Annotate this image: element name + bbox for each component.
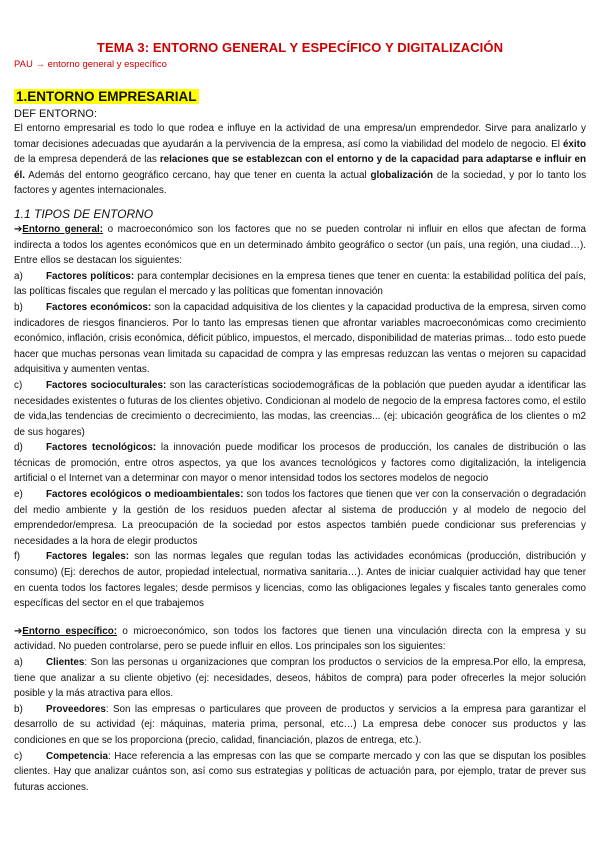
arrow-icon: ➔	[14, 625, 23, 637]
arrow-icon: ➔	[14, 223, 23, 235]
text-run: de la empresa dependerá de las	[14, 154, 160, 166]
general-factors-list	[14, 269, 586, 612]
list-item-title: Clientes	[46, 657, 85, 668]
list-item-text: son las normas legales que regulan todas las actividades económicas (producción, distribución y consumo) (Ej: derechos de autor, propiedad intelectual, normativa sanitaria…). Antes de iniciar cualquier actividad hay que tener en cuenta todos los factores legales; desde permisos y licencias, como las obligaciones legales y fiscales tanto generales como específicas del sector en el que trabajemos	[14, 551, 586, 610]
list-item	[14, 378, 586, 440]
entorno-especifico-paragraph	[14, 624, 586, 655]
list-item-text: : Son las empresas o particulares que proveen de productos y servicios a la empresa para garantizar el desarrollo de su actividad (ej: máquinas, materia prima, personal, etc…) La empresa debe conocer sus productos y las condiciones en que se los proporciona (precio, calidad, financiación, plazos de entrega, etc.).	[14, 703, 586, 746]
list-item-letter: e)	[14, 489, 23, 501]
list-item-title: Proveedores	[46, 703, 106, 715]
list-item	[14, 487, 586, 549]
list-item-title: Competencia	[46, 750, 109, 762]
text-run: de la sociedad, y por lo tanto los factores y agentes internacionales.	[14, 169, 587, 197]
entorno-general-label: Entorno general:	[22, 223, 104, 235]
list-item-title: Factores ecológicos o medioambientales:	[46, 489, 244, 501]
list-item	[14, 440, 586, 487]
list-item-title: Factores socioculturales:	[46, 379, 167, 391]
list-item	[14, 749, 586, 796]
list-item-letter: b)	[14, 703, 23, 715]
list-item-text: son la capacidad adquisitiva de los clientes y la capacidad productiva de la empresa, sirven como indicadores de riesgos financieros. Por lo tanto las empresas tienen que afrontar variables macroeconómicas como crecimiento económico, inflación, crisis económica, déficit público, impuestos, el mercado, disponibilidad de materias primas... todo esto puede hacer que muchas personas vean limitada su capacidad de compra y las empresas reduzcan las ventas o mejoren su capacidad adquisitiva y aumenten ventas.	[14, 301, 586, 376]
section-heading-entorno-empresarial: 1.ENTORNO EMPRESARIAL	[16, 89, 197, 104]
list-item-letter: a)	[14, 270, 23, 282]
list-item-letter: a)	[14, 657, 23, 668]
list-item-title: Factores tecnológicos:	[46, 442, 157, 454]
list-item	[14, 702, 586, 749]
definition-label: DEF ENTORNO:	[14, 108, 97, 120]
definition-paragraph	[14, 121, 586, 199]
list-item-letter: b)	[14, 301, 23, 313]
section-heading-tipos-de-entorno: 1.1 TIPOS DE ENTORNO	[14, 206, 154, 221]
list-item-text: : Son las personas u organizaciones que compran los productos o servicios de la empresa.Por ello, la empresa, tiene que analizar a su cliente objetivo (ej: necesidades, deseos, hábitos de compra) para poder ofrecerles la mejor solución posible y la más atractiva para ellos.	[14, 657, 586, 700]
specific-factors-list	[14, 655, 586, 795]
list-item-letter: d)	[14, 442, 23, 454]
list-item-letter: c)	[14, 750, 23, 762]
bold-term: relaciones que se establezcan con el entorno y de la capacidad para adaptarse e influir en él.	[14, 154, 586, 181]
entorno-especifico-label: Entorno específico:	[22, 625, 118, 637]
list-item-title: Factores políticos:	[46, 270, 135, 282]
document-subtitle: PAU → entorno general y específico	[14, 59, 167, 70]
bold-term: éxito	[562, 138, 586, 150]
list-item	[14, 655, 586, 702]
document-title: TEMA 3: ENTORNO GENERAL Y ESPECÍFICO Y DIGITALIZACIÓN	[96, 40, 504, 55]
text-run: Además del entorno geográfico cercano, hay que tener en cuenta la actual	[24, 169, 371, 181]
list-item-letter: c)	[14, 379, 23, 391]
list-item	[14, 549, 586, 611]
bold-term: globalización	[370, 169, 434, 181]
list-item	[14, 269, 586, 300]
list-item-title: Factores legales:	[46, 551, 130, 563]
entorno-especifico-text: o microeconómico, son todos los factores que tienen una vinculación directa con la empresa y su actividad. No pueden controlarse, pero se puede influir en ellos. Los principales son los siguientes:	[14, 625, 586, 653]
entorno-general-paragraph	[14, 222, 586, 269]
list-item-text: la innovación puede modificar los procesos de producción, los canales de distribución o las técnicas de promoción, entre otros aspectos, ya que los avances tecnológicos y factores como digitalización, la inteligencia artificial o el Internet van a determinar con mayor o menor intensidad todos los sectores modelos de negocio	[14, 442, 586, 485]
list-item-letter: f)	[14, 551, 21, 563]
list-item	[14, 300, 586, 378]
list-item-text: para contemplar decisiones en la empresa tienes que tener en cuenta: la estabilidad política del país, las políticas fiscales que regulan el mercado y las políticas que fomentan innovación	[14, 270, 587, 298]
list-item-text: son todos los factores que tienen que ver con la conservación o degradación del medio ambiente y la gestión de los residuos pueden afectar al sistema de producción y al modelo de negocio del emprendedor/empresa. La preocupación de la sociedad por estos aspectos también puede condicionar sus preferencias y necesidades a la hora de elegir productos	[14, 489, 586, 547]
list-item-text: : Hace referencia a las empresas con las que se comparte mercado y con las que se disputan los posibles clientes. Hay que analizar cuántos son, así como sus estrategias y políticas de actuación para, por ejemplo, tratar de prever sus futuras acciones.	[14, 750, 586, 793]
text-run: El entorno empresarial es todo lo que rodea e influye en la actividad de una empresa/un emprendedor. Sirve para analizarlo y tomar decisiones adecuadas que ayudarán a la pervivencia de la empresa, así como la viabilidad del modelo de negocio. El	[14, 123, 586, 150]
entorno-general-text: o macroeconómico son los factores que no se pueden controlar ni influir en ellos que afectan de forma indirecta a todos los agentes económicos que en un determinado ámbito geográfico o sector (un país, una región, una ciudad…). Entre ellos se destacan los siguientes:	[14, 223, 586, 267]
list-item-text: son las características sociodemográficas de la población que pueden ayudar a identificar las necesidades existentes o futuras de los clientes objetivo. Condicionan al modelo de negocio de la empresa factores como, el estilo de vida,las tendencias de crecimiento o decrecimiento, las modas, las creencias... (ej: ubicación geográfica de los clientes o m2 de sus hogares)	[14, 379, 586, 438]
list-item-title: Factores económicos:	[46, 301, 152, 313]
